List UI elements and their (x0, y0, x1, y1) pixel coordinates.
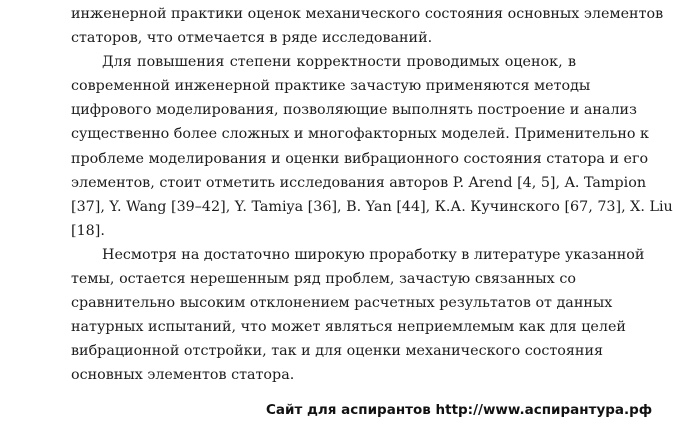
text-line: элементов, стоит отметить исследования авторов P. Arend [4, 5], A. Tampion (71, 174, 647, 191)
text-line: современной инженерной практике зачастую применяются методы (71, 78, 591, 95)
text-line: цифрового моделирования, позволяющие выполнять построение и анализ (71, 102, 637, 119)
text-line: Для повышения степени корректности проводимых оценок, в (102, 54, 576, 71)
text-line: натурных испытаний, что может являться неприемлемым как для целей (71, 319, 626, 336)
body-text (71, 2, 673, 388)
text-line: темы, остается нерешенным ряд проблем, зачастую связанных со (71, 271, 576, 288)
text-line: статоров, что отмечается в ряде исследований. (71, 30, 433, 47)
text-line: [18]. (71, 222, 105, 239)
text-line: сравнительно высоким отклонением расчетных результатов от данных (71, 295, 613, 312)
site-credit: Сайт для аспирантов http://www.аспирантура.рф (266, 402, 653, 418)
text-line: Несмотря на достаточно широкую проработку в литературе указанной (102, 246, 645, 263)
text-line: вибрационной отстройки, так и для оценки механического состояния (71, 343, 604, 360)
text-line: проблеме моделирования и оценки вибрационного состояния статора и его (71, 150, 649, 167)
text-line: [37], Y. Wang [39–42], Y. Tamiya [36], B. Yan [44], К.А. Кучинского [67, 73], X. Liu (71, 198, 673, 215)
text-line: существенно более сложных и многофакторных моделей. Применительно к (71, 126, 649, 143)
text-line: инженерной практики оценок механического состояния основных элементов (71, 6, 664, 22)
text-line: основных элементов статора. (71, 367, 295, 384)
